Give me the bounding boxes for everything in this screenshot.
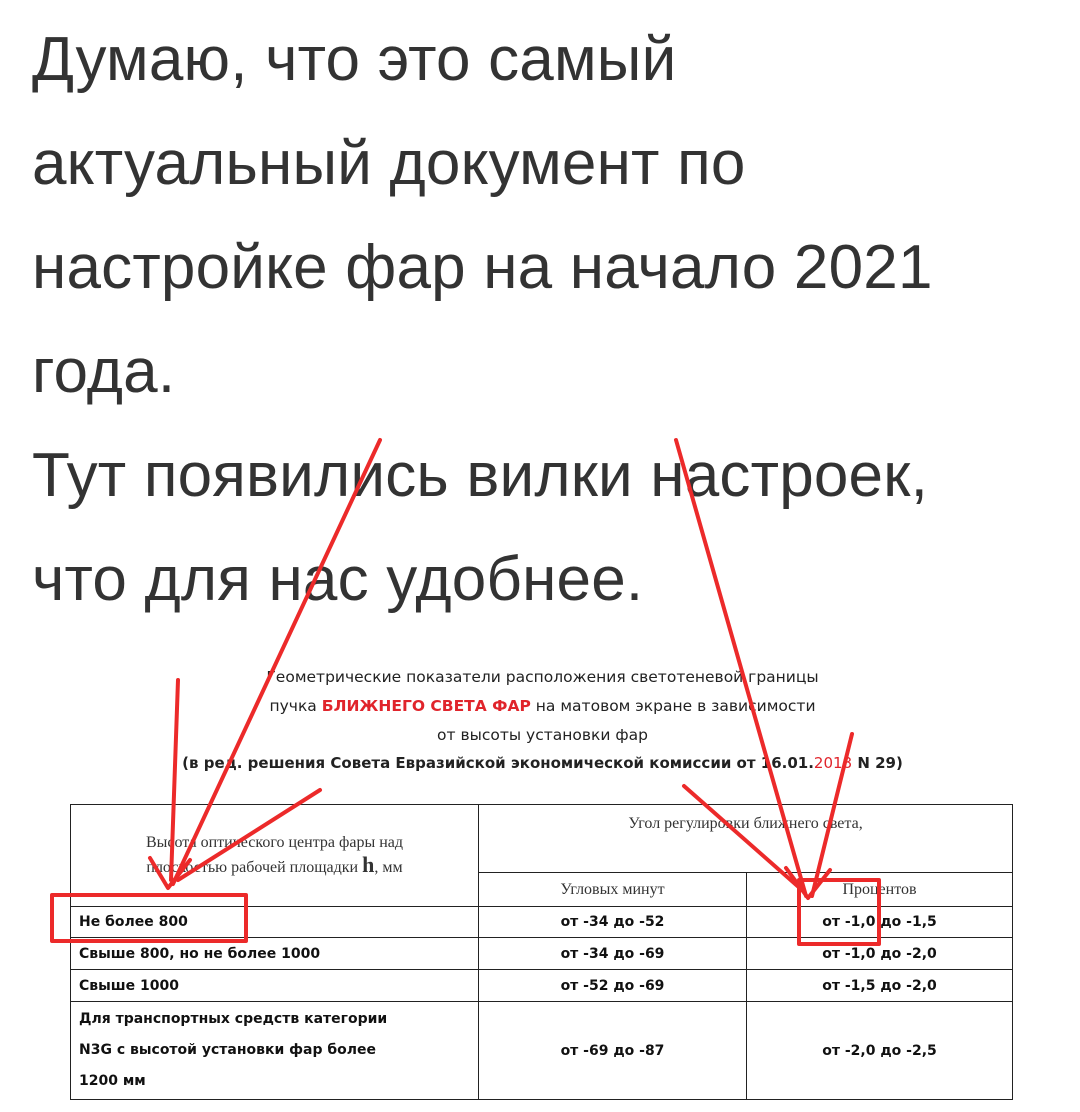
table-cell-percent: от -1,5 до -2,0 [747,970,1013,1002]
table-cell-minutes: от -52 до -69 [479,970,747,1002]
post-line: настройке фар на начало 2021 [32,233,933,302]
table-cell-height: Не более 800 [71,907,479,938]
headlight-angle-table [70,804,1012,1100]
table-cell-height: Свыше 1000 [71,970,479,1002]
post-text [32,8,1052,632]
table-cell-percent: от -1,0 до -2,0 [747,938,1013,970]
table-cell-height: Для транспортных средств категории N3G с высотой установки фар более 1200 мм [71,1002,479,1100]
caption-text: пучка [269,697,322,715]
document-caption-line: Геометрические показатели расположения светотеневой границы [266,668,819,686]
header-angle-cell: Угол регулировки ближнего света, [479,805,1013,873]
table-cell-height: Свыше 800, но не более 1000 [71,938,479,970]
caption-highlight: 2018 [813,754,853,772]
header-height-cell [71,805,479,907]
post-line: Тут появились вилки настроек, [32,441,928,510]
table-cell-minutes: от -34 до -69 [479,938,747,970]
subheader-minutes: Угловых минут [479,873,747,907]
caption-text: на матовом экране в зависимости [530,697,816,715]
table-cell-minutes: от -34 до -52 [479,907,747,938]
header-text: Высота оптического центра фары над [145,833,404,851]
document-caption-line: от высоты установки фар [437,726,648,744]
header-text: плоскостью рабочей площадки h, мм [146,851,403,877]
height-symbol: h [362,851,375,877]
caption-highlight: БЛИЖНЕГО СВЕТА ФАР [321,697,531,715]
post-line: актуальный документ по [32,129,746,198]
document-caption-line [70,697,1015,715]
post-line: что для нас удобнее. [32,545,644,614]
caption-text: (в ред. решения Совета Евразийской экономической комиссии от 16.01. [182,754,814,772]
subheader-percent: Процентов [747,873,1013,907]
table-cell-minutes: от -69 до -87 [479,1002,747,1100]
table-cell-percent: от -1,0 до -1,5 [747,907,1013,938]
post-line: года. [32,337,176,406]
caption-text: N 29) [852,754,903,772]
table-cell-percent: от -2,0 до -2,5 [747,1002,1013,1100]
post-line: Думаю, что это самый [32,25,677,94]
document-caption-line [70,754,1015,772]
